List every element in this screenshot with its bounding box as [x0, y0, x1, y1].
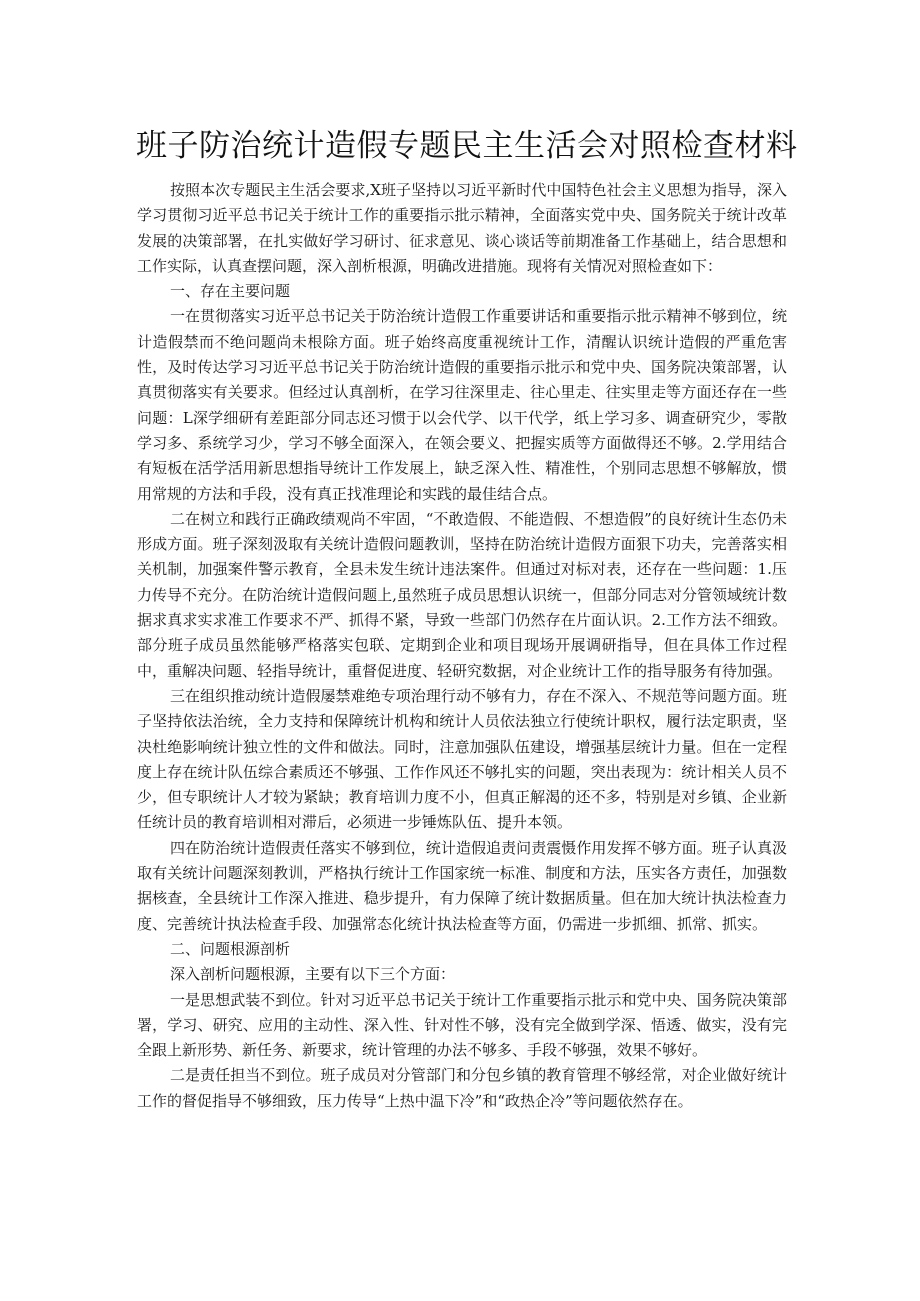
body-paragraph: 二是责任担当不到位。班子成员对分管部门和分包乡镇的教育管理不够经常，对企业做好统计工作的督促指导不够细致，压力传导“上热中温下冷”和“政热企冷”等问题依然存在。 — [137, 1066, 787, 1110]
body-paragraph: 三在组织推动统计造假屡禁难绝专项治理行动不够有力，存在不深入、不规范等问题方面。班子坚持依法治统，全力支持和保障统计机构和统计人员依法独立行使统计职权，履行法定职责，坚决杜绝影响统计独立性的文件和做法。同时，注意加强队伍建设，增强基层统计力量。但在一定程度上存在统计队伍综合素质还不够强、工作作风还不够扎实的问题，突出表现为：统计相关人员不少，但专职统计人才较为紧缺；教育培训力度不小，但真正解渴的还不多，特别是对乡镇、企业新任统计员的教育培训相对滞后，必须进一步锤炼队伍、提升本领。 — [137, 686, 787, 832]
section-heading: 一、存在主要问题 — [170, 282, 291, 301]
body-paragraph: 深入剖析问题根源，主要有以下三个方面： — [170, 965, 456, 984]
document-title: 班子防治统计造假专题民主生活会对照检查材料 — [136, 128, 798, 164]
body-paragraph: 二在树立和践行正确政绩观尚不牢固，“不敢造假、不能造假、不想造假”的良好统计生态仍未形成方面。班子深刻汲取有关统计造假问题教训，坚持在防治统计造假方面狠下功夫，完善落实相关机制，加强案件警示教育，全县未发生统计违法案件。但通过对标对表，还存在一些问题：1.压力传导不充分。在防治统计造假问题上,虽然班子成员思想认识统一，但部分同志对分管领域统计数据求真求实求准工作要求不严、抓得不紧，导致一些部门仍然存在片面认识。2.工作方法不细致。部分班子成员虽然能够严格落实包联、定期到企业和项目现场开展调研指导，但在具体工作过程中，重解决问题、轻指导统计，重督促进度、轻研究数据，对企业统计工作的指导服务有待加强。 — [137, 509, 787, 680]
body-paragraph: 一在贯彻落实习近平总书记关于防治统计造假工作重要讲话和重要指示批示精神不够到位，统计造假禁而不绝问题尚未根除方面。班子始终高度重视统计工作，清醒认识统计造假的严重危害性，及时传达学习习近平总书记关于防治统计造假的重要指示批示和党中央、国务院决策部署，认真贯彻落实有关要求。但经过认真剖析，在学习往深里走、往心里走、往实里走等方面还存在一些问题：L深学细研有差距部分同志还习惯于以会代学、以干代学，纸上学习多、调查研究少，零散学习多、系统学习少，学习不够全面深入，在领会要义、把握实质等方面做得还不够。2.学用结合有短板在活学活用新思想指导统计工作发展上，缺乏深入性、精准性，个别同志思想不够解放，惯用常规的方法和手段，没有真正找准理论和实践的最佳结合点。 — [137, 307, 787, 503]
document-body — [137, 178, 787, 1114]
section-heading: 二、问题根源剖析 — [170, 939, 291, 958]
body-paragraph: 四在防治统计造假责任落实不够到位，统计造假追责问责震慑作用发挥不够方面。班子认真汲取有关统计问题深刻教训，严格执行统计工作国家统一标准、制度和方法，压实各方责任，加强数据核查，全县统计工作深入推进、稳步提升，有力保障了统计数据质量。但在加大统计执法检查力度、完善统计执法检查手段、加强常态化统计执法检查等方面，仍需进一步抓细、抓常、抓实。 — [137, 838, 787, 933]
intro-paragraph: 按照本次专题民主生活会要求,X班子坚持以习近平新时代中国特色社会主义思想为指导，深入学习贯彻习近平总书记关于统计工作的重要指示批示精神，全面落实党中央、国务院关于统计改革发展的决策部署，在扎实做好学习研讨、征求意见、谈心谈话等前期准备工作基础上，结合思想和工作实际，认真查摆问题，深入剖析根源，明确改进措施。现将有关情况对照检查如下： — [137, 181, 787, 275]
body-paragraph: 一是思想武装不到位。针对习近平总书记关于统计工作重要指示批示和党中央、国务院决策部署，学习、研究、应用的主动性、深入性、针对性不够，没有完全做到学深、悟透、做实，没有完全跟上新形势、新任务、新要求，统计管理的办法不够多、手段不够强，效果不够好。 — [137, 990, 787, 1060]
